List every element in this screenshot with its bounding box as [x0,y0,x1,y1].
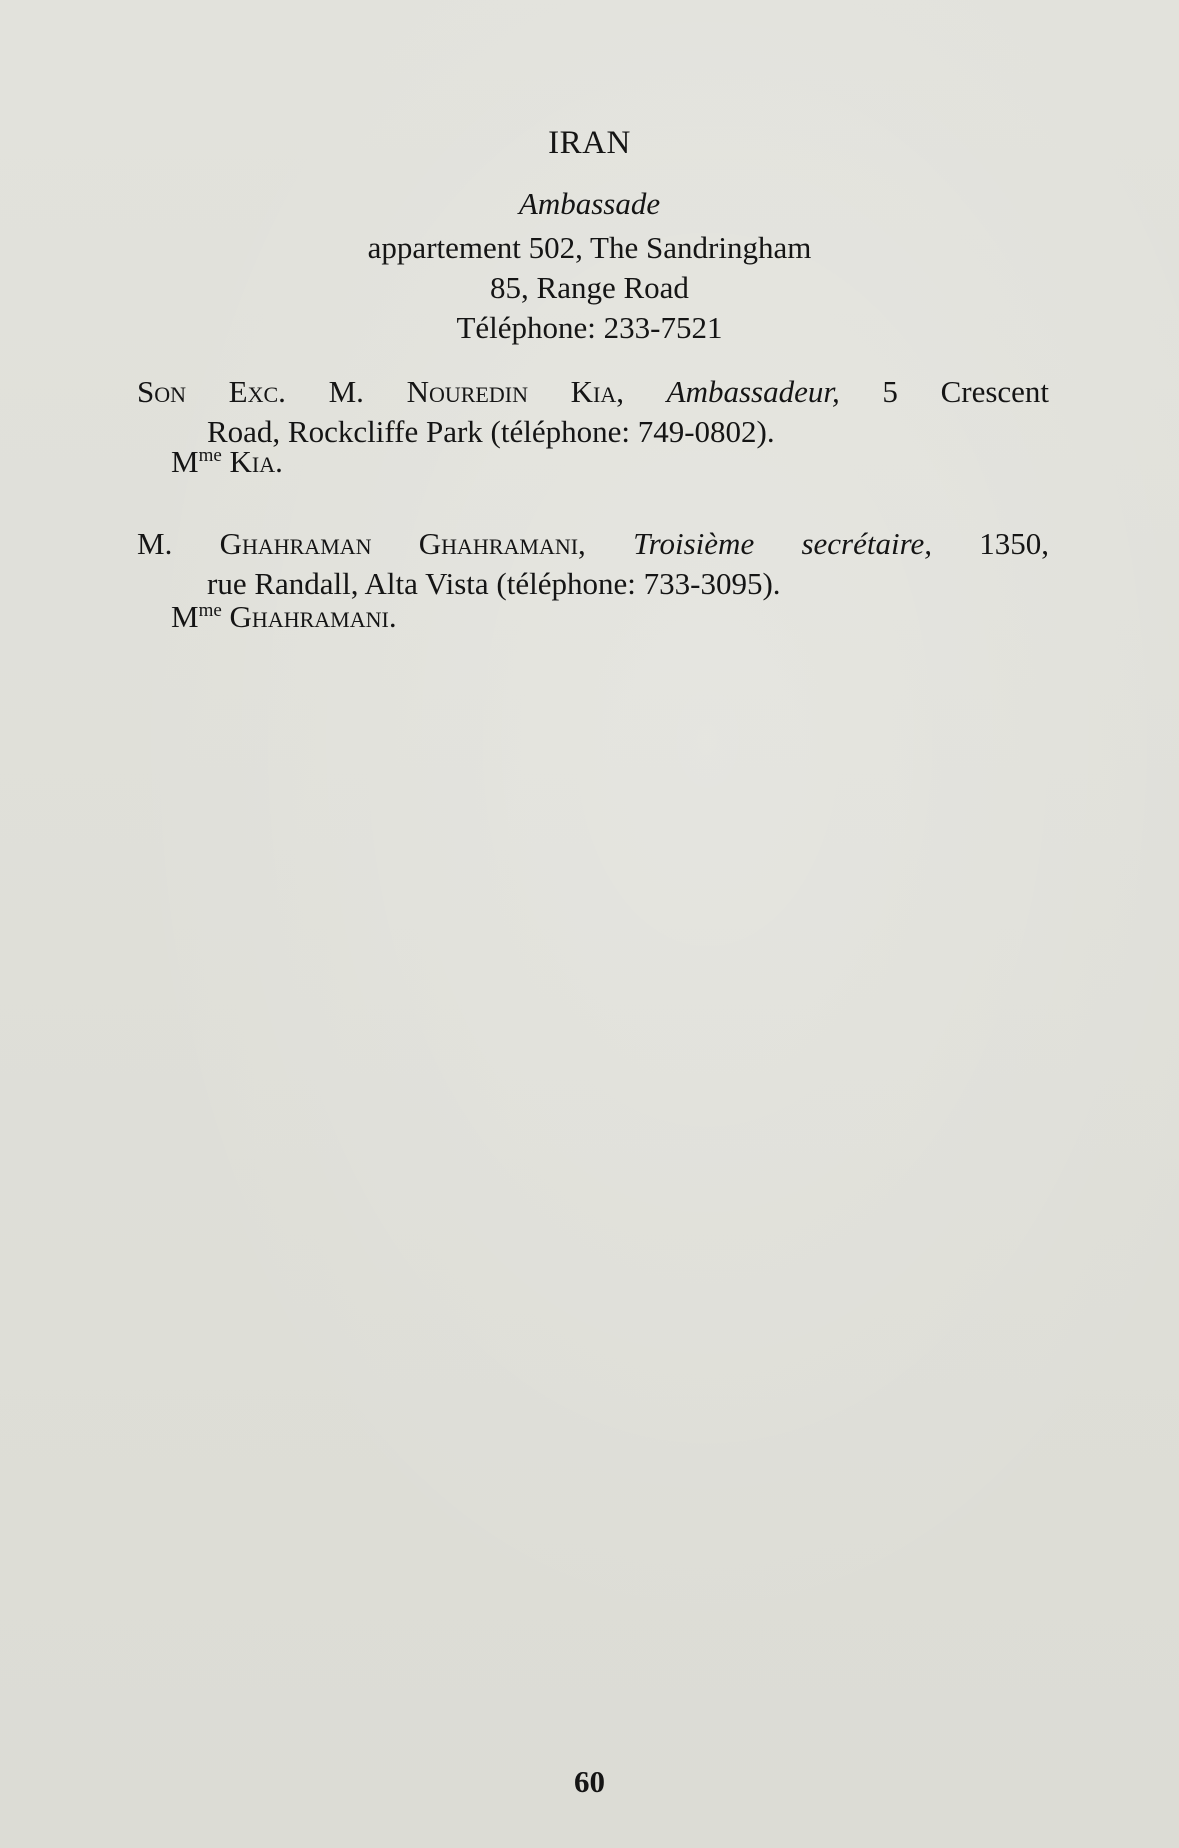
staff-entry [137,524,1049,604]
country-heading: IRAN [548,125,631,161]
spouse-entry [171,597,397,637]
staff-role: Troisième secrétaire, [633,526,933,561]
staff-address-continued: rue Randall, Alta Vista (téléphone: 733-3095). [207,566,781,601]
staff-address: 5 Crescent [882,374,1050,409]
spouse-prefix: M [171,444,199,479]
mission-address-line1: appartement 502, The Sandringham [367,230,812,265]
staff-title: Son Exc. M. [137,374,364,409]
staff-title: M. [137,526,173,561]
staff-entry-line1 [137,372,1049,412]
spouse-name: Kia. [229,444,283,479]
spouse-entry [171,442,283,482]
staff-role: Ambassadeur, [666,374,840,409]
staff-entry [137,372,1049,452]
spouse-prefix-sup: me [198,445,222,466]
page-number: 60 [574,1764,605,1799]
staff-name: Nouredin Kia, [406,374,624,409]
staff-name: Ghahraman Ghahramani, [219,526,586,561]
mission-address-line2: 85, Range Road [490,270,689,305]
mission-type: Ambassade [518,186,661,221]
mission-telephone: Téléphone: 233-7521 [456,310,723,345]
spouse-prefix: M [171,599,199,634]
staff-address-continued: Road, Rockcliffe Park (téléphone: 749-0802). [207,414,775,449]
spouse-prefix-sup: me [198,600,222,621]
staff-address: 1350, [979,526,1050,561]
staff-entry-line1 [137,524,1049,564]
spouse-name: Ghahramani. [229,599,397,634]
